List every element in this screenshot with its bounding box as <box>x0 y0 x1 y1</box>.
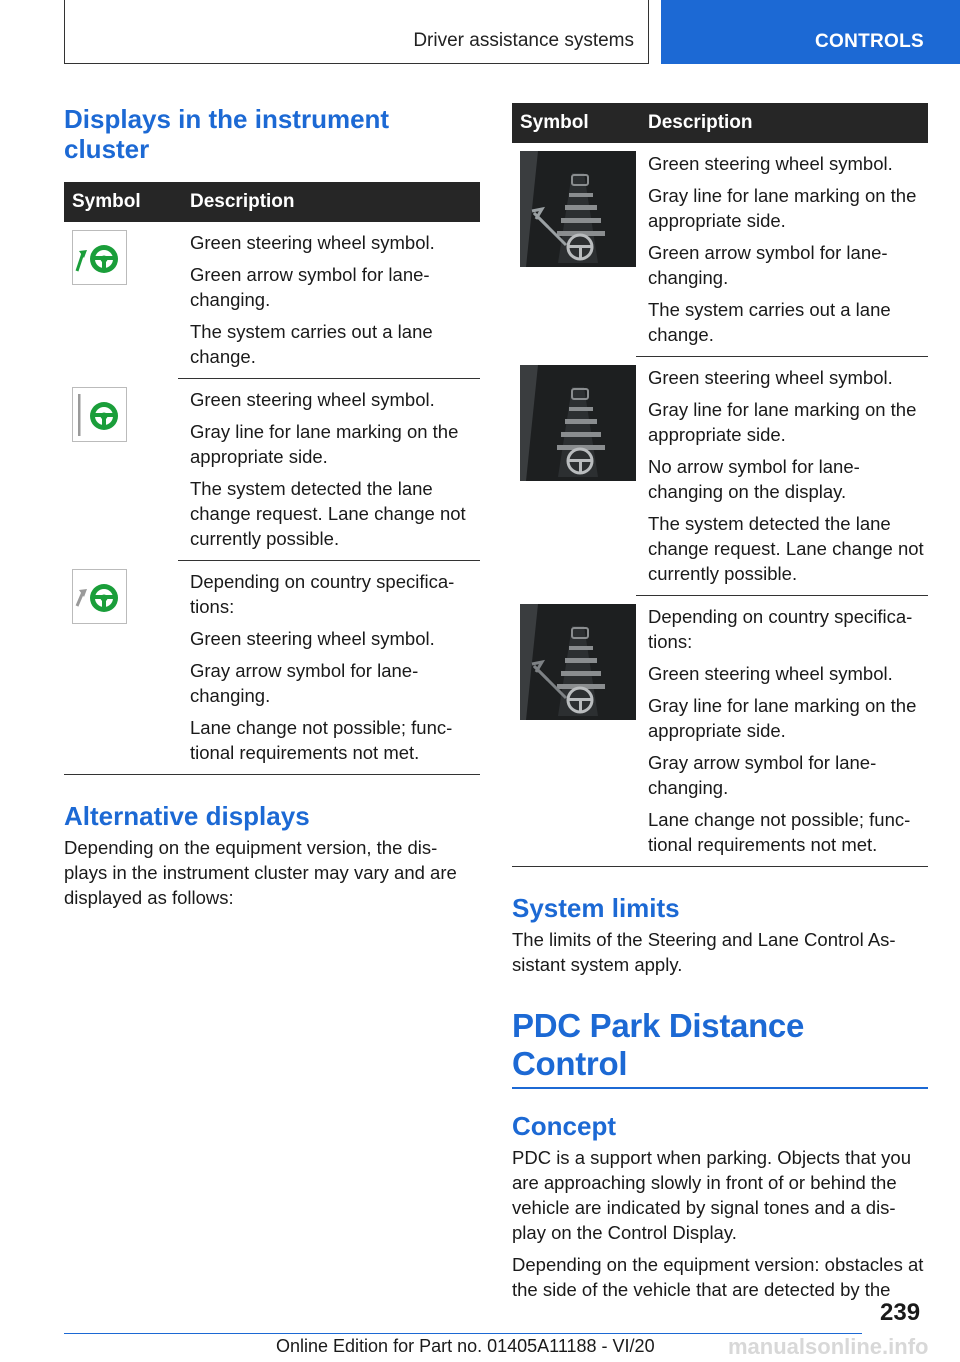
steering-wheel-gray-arrow-icon <box>72 569 127 624</box>
row-line: Green steering wheel symbol. <box>190 232 435 253</box>
row-line: Gray line for lane marking on the appropriate side. <box>648 695 917 741</box>
row-line: Gray arrow symbol for lane-changing. <box>648 752 877 798</box>
row-line: The system detected the lane change request. Lane change not currently possible. <box>648 513 924 584</box>
row-line: Depending on country specifica-tions: <box>190 571 455 617</box>
col-description-header: Description <box>178 182 480 222</box>
row-line: Lane change not possible; func-tional requirements not met. <box>648 809 911 855</box>
steering-wheel-lane-icon <box>72 387 127 442</box>
table-row <box>512 357 928 596</box>
watermark: manualsonline.info <box>728 1334 929 1359</box>
row-line: Gray arrow symbol for lane-changing. <box>190 660 419 706</box>
lane-view-arrow-icon <box>520 151 636 267</box>
row-line: Green arrow symbol for lane-changing. <box>648 242 888 288</box>
concept-body-1: PDC is a support when parking. Objects that you are approaching slowly in front of or behind the vehicle are indicated by signal tones and a dis-play on the Control Display. <box>512 1147 911 1243</box>
lane-view-gray-arrow-icon <box>520 604 636 720</box>
row-line: Green steering wheel symbol. <box>648 153 893 174</box>
lane-view-icon <box>520 365 636 481</box>
alternative-displays-body: Depending on the equipment version, the dis-plays in the instrument cluster may vary and are displayed as follows: <box>64 837 457 908</box>
row-line: Gray line for lane marking on the appropriate side. <box>648 185 917 231</box>
concept-body-2: Depending on the equipment version: obstacles at the side of the vehicle that are detected by the <box>512 1254 924 1300</box>
col-symbol-header: Symbol <box>512 103 636 143</box>
header-section-title: Driver assistance systems <box>413 30 634 51</box>
row-line: Green steering wheel symbol. <box>648 663 893 684</box>
row-line: Lane change not possible; func-tional requirements not met. <box>190 717 453 763</box>
displays-heading: Displays in the instrument cluster <box>64 104 390 164</box>
row-line: Green steering wheel symbol. <box>190 389 435 410</box>
col-symbol-header: Symbol <box>64 182 178 222</box>
system-limits-heading: System limits <box>512 893 680 923</box>
table-row <box>512 596 928 867</box>
row-line: No arrow symbol for lane-changing on the display. <box>648 456 860 502</box>
steering-wheel-arrow-icon <box>72 230 127 285</box>
row-line: The system detected the lane change request. Lane change not currently possible. <box>190 478 466 549</box>
row-line: Gray line for lane marking on the appropriate side. <box>190 421 459 467</box>
left-column <box>64 100 480 910</box>
system-limits-body: The limits of the Steering and Lane Control As-sistant system apply. <box>512 929 896 975</box>
row-line: The system carries out a lane change. <box>648 299 891 345</box>
row-line: Green steering wheel symbol. <box>648 367 893 388</box>
header-chapter-tab <box>661 0 960 64</box>
table-row <box>64 561 480 775</box>
right-column <box>512 103 928 1302</box>
concept-heading: Concept <box>512 1111 616 1141</box>
row-line: Gray line for lane marking on the appropriate side. <box>648 399 917 445</box>
alternative-displays-table <box>512 103 928 867</box>
page-number: 239 <box>880 1299 921 1326</box>
alternative-displays-heading: Alternative displays <box>64 801 310 831</box>
table-row <box>512 143 928 357</box>
table-row <box>64 222 480 379</box>
row-line: Green arrow symbol for lane-changing. <box>190 264 430 310</box>
row-line: Depending on country specifica-tions: <box>648 606 913 652</box>
row-line: The system carries out a lane change. <box>190 321 433 367</box>
pdc-heading: PDC Park Distance Control <box>512 1007 928 1089</box>
header-chapter-title: CONTROLS <box>815 31 925 52</box>
instrument-cluster-table <box>64 182 480 775</box>
table-row <box>64 379 480 561</box>
col-description-header: Description <box>636 103 928 143</box>
row-line: Green steering wheel symbol. <box>190 628 435 649</box>
header-section-box <box>64 0 649 64</box>
edition-note: Online Edition for Part no. 01405A11188 - VI/20 <box>276 1336 655 1356</box>
